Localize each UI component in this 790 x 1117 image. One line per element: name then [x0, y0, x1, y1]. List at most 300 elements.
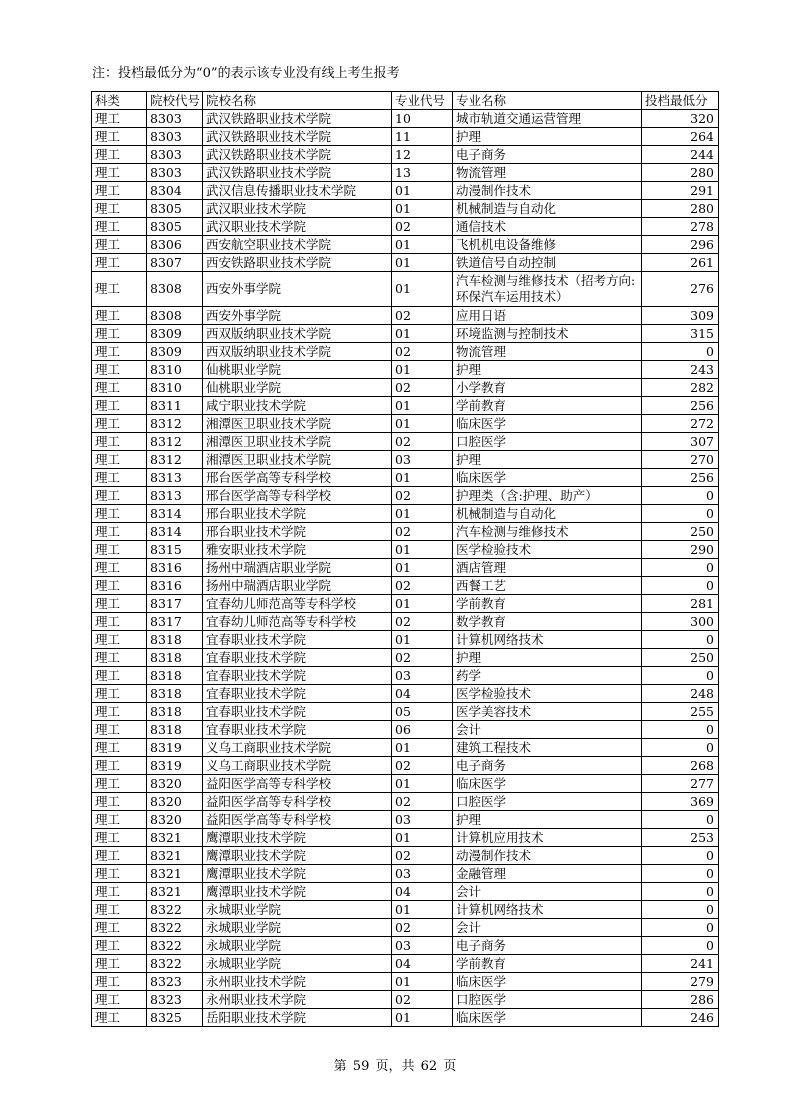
cell-major-code: 01 [392, 829, 453, 847]
cell-school-code: 8306 [147, 236, 203, 254]
cell-school-code: 8304 [147, 182, 203, 200]
cell-min-score: 282 [642, 379, 719, 397]
table-row [92, 254, 719, 272]
cell-min-score: 256 [642, 469, 719, 487]
cell-category: 理工 [92, 631, 147, 649]
cell-major-code: 01 [392, 254, 453, 272]
cell-min-score: 256 [642, 397, 719, 415]
cell-school-code: 8303 [147, 164, 203, 182]
cell-category: 理工 [92, 757, 147, 775]
cell-min-score: 241 [642, 955, 719, 973]
cell-school-code: 8321 [147, 847, 203, 865]
cell-category: 理工 [92, 937, 147, 955]
cell-major-code: 03 [392, 667, 453, 685]
cell-category: 理工 [92, 721, 147, 739]
cell-category: 理工 [92, 325, 147, 343]
table-row [92, 469, 719, 487]
table-row [92, 146, 719, 164]
cell-category: 理工 [92, 901, 147, 919]
cell-major-code: 01 [392, 182, 453, 200]
cell-school-name: 永城职业学院 [203, 901, 392, 919]
cell-school-name: 扬州中瑞酒店职业学院 [203, 559, 392, 577]
cell-major-name: 口腔医学 [453, 433, 642, 451]
cell-school-code: 8308 [147, 307, 203, 325]
cell-school-code: 8310 [147, 361, 203, 379]
cell-major-name: 物流管理 [453, 343, 642, 361]
cell-min-score: 0 [642, 577, 719, 595]
cell-category: 理工 [92, 164, 147, 182]
cell-school-name: 西双版纳职业技术学院 [203, 343, 392, 361]
cell-category: 理工 [92, 523, 147, 541]
cell-school-name: 宜春职业技术学院 [203, 631, 392, 649]
table-row [92, 631, 719, 649]
cell-category: 理工 [92, 307, 147, 325]
cell-category: 理工 [92, 361, 147, 379]
cell-min-score: 320 [642, 110, 719, 128]
cell-major-code: 04 [392, 685, 453, 703]
cell-major-code: 01 [392, 272, 453, 307]
header-school-name: 院校名称 [203, 92, 392, 110]
cell-school-name: 西安外事学院 [203, 272, 392, 307]
cell-category: 理工 [92, 469, 147, 487]
table-row [92, 811, 719, 829]
cell-school-code: 8313 [147, 487, 203, 505]
cell-school-name: 武汉职业技术学院 [203, 200, 392, 218]
cell-school-code: 8322 [147, 955, 203, 973]
cell-major-code: 02 [392, 991, 453, 1009]
table-row [92, 937, 719, 955]
cell-min-score: 264 [642, 128, 719, 146]
cell-school-code: 8322 [147, 937, 203, 955]
cell-school-code: 8317 [147, 613, 203, 631]
table-row [92, 883, 719, 901]
cell-min-score: 0 [642, 559, 719, 577]
cell-major-code: 01 [392, 595, 453, 613]
cell-category: 理工 [92, 829, 147, 847]
cell-school-name: 邢台职业技术学院 [203, 523, 392, 541]
cell-category: 理工 [92, 379, 147, 397]
cell-school-name: 雅安职业技术学院 [203, 541, 392, 559]
cell-min-score: 255 [642, 703, 719, 721]
table-row [92, 433, 719, 451]
cell-min-score: 0 [642, 343, 719, 361]
cell-category: 理工 [92, 110, 147, 128]
cell-min-score: 309 [642, 307, 719, 325]
table-header-row [92, 92, 719, 110]
cell-min-score: 278 [642, 218, 719, 236]
cell-min-score: 0 [642, 901, 719, 919]
cell-category: 理工 [92, 433, 147, 451]
cell-school-name: 宜春职业技术学院 [203, 685, 392, 703]
cell-major-code: 01 [392, 415, 453, 433]
cell-category: 理工 [92, 200, 147, 218]
table-row [92, 397, 719, 415]
header-school-code: 院校代号 [147, 92, 203, 110]
cell-category: 理工 [92, 973, 147, 991]
cell-min-score: 0 [642, 937, 719, 955]
cell-school-code: 8325 [147, 1009, 203, 1027]
cell-major-code: 01 [392, 469, 453, 487]
cell-school-name: 宜春幼儿师范高等专科学校 [203, 613, 392, 631]
cell-min-score: 296 [642, 236, 719, 254]
cell-major-code: 03 [392, 451, 453, 469]
cell-min-score: 280 [642, 200, 719, 218]
cell-category: 理工 [92, 703, 147, 721]
cell-min-score: 369 [642, 793, 719, 811]
cell-category: 理工 [92, 128, 147, 146]
cell-school-code: 8314 [147, 505, 203, 523]
cell-min-score: 276 [642, 272, 719, 307]
cell-school-code: 8318 [147, 703, 203, 721]
cell-school-code: 8319 [147, 757, 203, 775]
cell-category: 理工 [92, 811, 147, 829]
cell-min-score: 261 [642, 254, 719, 272]
cell-school-name: 宜春职业技术学院 [203, 667, 392, 685]
cell-major-code: 01 [392, 397, 453, 415]
cell-major-name: 环境监测与控制技术 [453, 325, 642, 343]
cell-major-name: 临床医学 [453, 973, 642, 991]
cell-major-name: 通信技术 [453, 218, 642, 236]
cell-school-code: 8311 [147, 397, 203, 415]
cell-min-score: 0 [642, 847, 719, 865]
cell-major-name: 医学检验技术 [453, 685, 642, 703]
cell-min-score: 286 [642, 991, 719, 1009]
cell-major-code: 01 [392, 236, 453, 254]
cell-school-code: 8312 [147, 433, 203, 451]
table-row [92, 307, 719, 325]
cell-category: 理工 [92, 254, 147, 272]
cell-major-code: 02 [392, 433, 453, 451]
cell-school-name: 武汉铁路职业技术学院 [203, 128, 392, 146]
table-row [92, 721, 719, 739]
cell-school-code: 8312 [147, 415, 203, 433]
cell-school-code: 8316 [147, 559, 203, 577]
cell-major-name: 城市轨道交通运营管理 [453, 110, 642, 128]
cell-category: 理工 [92, 613, 147, 631]
cell-major-code: 10 [392, 110, 453, 128]
cell-school-code: 8320 [147, 775, 203, 793]
cell-min-score: 0 [642, 865, 719, 883]
cell-major-name: 机械制造与自动化 [453, 200, 642, 218]
cell-min-score: 243 [642, 361, 719, 379]
cell-school-name: 邢台医学高等专科学校 [203, 469, 392, 487]
cell-school-name: 永城职业学院 [203, 937, 392, 955]
cell-min-score: 280 [642, 164, 719, 182]
cell-school-name: 仙桃职业学院 [203, 361, 392, 379]
cell-min-score: 315 [642, 325, 719, 343]
footer-middle: 页，共 [375, 1059, 415, 1074]
cell-major-name: 汽车检测与维修技术 [453, 523, 642, 541]
table-row [92, 379, 719, 397]
cell-major-code: 01 [392, 200, 453, 218]
cell-major-code: 02 [392, 919, 453, 937]
cell-min-score: 270 [642, 451, 719, 469]
cell-major-code: 01 [392, 973, 453, 991]
cell-major-name: 动漫制作技术 [453, 182, 642, 200]
cell-school-code: 8303 [147, 110, 203, 128]
cell-major-name: 临床医学 [453, 415, 642, 433]
cell-school-name: 宜春职业技术学院 [203, 649, 392, 667]
cell-school-code: 8314 [147, 523, 203, 541]
cell-major-name: 电子商务 [453, 757, 642, 775]
cell-category: 理工 [92, 955, 147, 973]
cell-min-score: 0 [642, 667, 719, 685]
cell-school-name: 仙桃职业学院 [203, 379, 392, 397]
cell-school-code: 8320 [147, 793, 203, 811]
cell-category: 理工 [92, 595, 147, 613]
table-row [92, 505, 719, 523]
cell-major-name: 汽车检测与维修技术（招考方向:环保汽车运用技术） [453, 272, 642, 307]
cell-category: 理工 [92, 343, 147, 361]
cell-school-name: 武汉信息传播职业技术学院 [203, 182, 392, 200]
table-row [92, 757, 719, 775]
cell-school-code: 8305 [147, 218, 203, 236]
table-row [92, 236, 719, 254]
cell-school-code: 8315 [147, 541, 203, 559]
cell-major-name: 会计 [453, 721, 642, 739]
cell-major-name: 动漫制作技术 [453, 847, 642, 865]
cell-major-name: 护理 [453, 649, 642, 667]
cell-school-name: 咸宁职业技术学院 [203, 397, 392, 415]
cell-category: 理工 [92, 685, 147, 703]
cell-category: 理工 [92, 649, 147, 667]
cell-major-name: 电子商务 [453, 937, 642, 955]
cell-min-score: 279 [642, 973, 719, 991]
cell-school-name: 鹰潭职业技术学院 [203, 865, 392, 883]
cell-school-code: 8321 [147, 829, 203, 847]
cell-major-name: 医学美容技术 [453, 703, 642, 721]
cell-category: 理工 [92, 505, 147, 523]
table-row [92, 577, 719, 595]
cell-major-code: 03 [392, 937, 453, 955]
cell-min-score: 250 [642, 523, 719, 541]
cell-min-score: 277 [642, 775, 719, 793]
cell-category: 理工 [92, 1009, 147, 1027]
cell-major-code: 02 [392, 613, 453, 631]
cell-major-code: 06 [392, 721, 453, 739]
cell-major-name: 数学教育 [453, 613, 642, 631]
cell-major-name: 建筑工程技术 [453, 739, 642, 757]
table-row [92, 919, 719, 937]
cell-category: 理工 [92, 883, 147, 901]
table-row [92, 973, 719, 991]
cell-major-name: 应用日语 [453, 307, 642, 325]
cell-school-name: 鹰潭职业技术学院 [203, 883, 392, 901]
cell-major-code: 01 [392, 631, 453, 649]
cell-major-name: 机械制造与自动化 [453, 505, 642, 523]
cell-major-code: 01 [392, 325, 453, 343]
cell-category: 理工 [92, 236, 147, 254]
cell-major-name: 药学 [453, 667, 642, 685]
cell-school-name: 义乌工商职业技术学院 [203, 739, 392, 757]
cell-major-code: 02 [392, 343, 453, 361]
cell-major-code: 01 [392, 1009, 453, 1027]
cell-major-code: 04 [392, 883, 453, 901]
cell-school-name: 永州职业技术学院 [203, 973, 392, 991]
cell-major-code: 02 [392, 487, 453, 505]
cell-school-name: 武汉铁路职业技术学院 [203, 110, 392, 128]
cell-major-name: 小学教育 [453, 379, 642, 397]
cell-major-name: 学前教育 [453, 955, 642, 973]
table-body [92, 110, 719, 1027]
table-row [92, 865, 719, 883]
cell-major-name: 临床医学 [453, 1009, 642, 1027]
header-major-code: 专业代号 [392, 92, 453, 110]
cell-major-code: 03 [392, 811, 453, 829]
cell-school-code: 8318 [147, 649, 203, 667]
cell-major-code: 02 [392, 847, 453, 865]
cell-major-code: 02 [392, 307, 453, 325]
table-row [92, 200, 719, 218]
cell-category: 理工 [92, 739, 147, 757]
cell-school-code: 8303 [147, 128, 203, 146]
table-row [92, 1009, 719, 1027]
cell-major-name: 学前教育 [453, 595, 642, 613]
cell-min-score: 0 [642, 487, 719, 505]
cell-major-name: 护理 [453, 361, 642, 379]
cell-school-code: 8317 [147, 595, 203, 613]
cell-major-code: 04 [392, 955, 453, 973]
cell-category: 理工 [92, 919, 147, 937]
cell-major-code: 05 [392, 703, 453, 721]
table-row [92, 523, 719, 541]
cell-school-code: 8308 [147, 272, 203, 307]
cell-major-code: 01 [392, 541, 453, 559]
cell-category: 理工 [92, 793, 147, 811]
cell-min-score: 0 [642, 919, 719, 937]
cell-major-name: 口腔医学 [453, 793, 642, 811]
table-row [92, 272, 719, 307]
table-row [92, 901, 719, 919]
cell-category: 理工 [92, 182, 147, 200]
table-row [92, 739, 719, 757]
cell-major-code: 01 [392, 559, 453, 577]
cell-min-score: 290 [642, 541, 719, 559]
cell-major-code: 03 [392, 865, 453, 883]
cell-major-code: 12 [392, 146, 453, 164]
cell-school-name: 西安外事学院 [203, 307, 392, 325]
cell-min-score: 272 [642, 415, 719, 433]
table-row [92, 793, 719, 811]
cell-category: 理工 [92, 218, 147, 236]
table-row [92, 667, 719, 685]
cell-major-name: 护理 [453, 451, 642, 469]
cell-min-score: 0 [642, 631, 719, 649]
cell-major-name: 护理 [453, 128, 642, 146]
table-row [92, 164, 719, 182]
cell-school-name: 西安铁路职业技术学院 [203, 254, 392, 272]
cell-school-name: 邢台职业技术学院 [203, 505, 392, 523]
table-row [92, 343, 719, 361]
cell-min-score: 253 [642, 829, 719, 847]
table-note: 注：投档最低分为“0”的表示该专业没有线上考生报考 [92, 66, 400, 81]
table-row [92, 775, 719, 793]
cell-min-score: 0 [642, 811, 719, 829]
table-row [92, 829, 719, 847]
cell-school-code: 8316 [147, 577, 203, 595]
cell-major-code: 02 [392, 757, 453, 775]
cell-major-name: 会计 [453, 919, 642, 937]
cell-school-name: 义乌工商职业技术学院 [203, 757, 392, 775]
cell-school-code: 8318 [147, 667, 203, 685]
cell-major-code: 02 [392, 379, 453, 397]
table-row [92, 559, 719, 577]
table-row [92, 541, 719, 559]
cell-school-name: 西安航空职业技术学院 [203, 236, 392, 254]
cell-school-code: 8309 [147, 325, 203, 343]
cell-school-name: 湘潭医卫职业技术学院 [203, 433, 392, 451]
page-footer [0, 1055, 790, 1074]
header-category: 科类 [92, 92, 147, 110]
cell-school-code: 8305 [147, 200, 203, 218]
cell-category: 理工 [92, 451, 147, 469]
table-row [92, 991, 719, 1009]
cell-category: 理工 [92, 272, 147, 307]
cell-school-name: 鹰潭职业技术学院 [203, 829, 392, 847]
cell-school-code: 8307 [147, 254, 203, 272]
cell-major-code: 02 [392, 793, 453, 811]
cell-min-score: 250 [642, 649, 719, 667]
table-row [92, 613, 719, 631]
cell-min-score: 0 [642, 505, 719, 523]
cell-school-name: 武汉铁路职业技术学院 [203, 164, 392, 182]
cell-major-code: 02 [392, 649, 453, 667]
cell-major-name: 护理 [453, 811, 642, 829]
cell-major-code: 13 [392, 164, 453, 182]
cell-major-name: 计算机网络技术 [453, 631, 642, 649]
cell-min-score: 0 [642, 721, 719, 739]
table-row [92, 703, 719, 721]
cell-major-name: 计算机网络技术 [453, 901, 642, 919]
table-row [92, 595, 719, 613]
cell-school-name: 益阳医学高等专科学校 [203, 775, 392, 793]
cell-category: 理工 [92, 775, 147, 793]
cell-min-score: 307 [642, 433, 719, 451]
cell-major-code: 02 [392, 577, 453, 595]
cell-category: 理工 [92, 415, 147, 433]
cell-school-name: 岳阳职业技术学院 [203, 1009, 392, 1027]
header-major-name: 专业名称 [453, 92, 642, 110]
cell-school-name: 鹰潭职业技术学院 [203, 847, 392, 865]
table-row [92, 128, 719, 146]
cell-school-name: 邢台医学高等专科学校 [203, 487, 392, 505]
admission-score-table [91, 91, 719, 1027]
cell-school-name: 永州职业技术学院 [203, 991, 392, 1009]
cell-category: 理工 [92, 146, 147, 164]
cell-major-code: 01 [392, 775, 453, 793]
cell-major-name: 飞机机电设备维修 [453, 236, 642, 254]
cell-category: 理工 [92, 559, 147, 577]
cell-school-code: 8320 [147, 811, 203, 829]
cell-major-name: 口腔医学 [453, 991, 642, 1009]
cell-major-name: 医学检验技术 [453, 541, 642, 559]
cell-category: 理工 [92, 847, 147, 865]
cell-major-code: 02 [392, 218, 453, 236]
cell-major-name: 铁道信号自动控制 [453, 254, 642, 272]
footer-suffix: 页 [443, 1059, 457, 1074]
cell-major-code: 01 [392, 361, 453, 379]
table-row [92, 182, 719, 200]
cell-category: 理工 [92, 991, 147, 1009]
cell-major-name: 临床医学 [453, 775, 642, 793]
table-row [92, 325, 719, 343]
cell-school-name: 宜春职业技术学院 [203, 721, 392, 739]
cell-school-code: 8322 [147, 901, 203, 919]
cell-school-name: 西双版纳职业技术学院 [203, 325, 392, 343]
cell-min-score: 244 [642, 146, 719, 164]
cell-school-code: 8322 [147, 919, 203, 937]
cell-school-code: 8323 [147, 973, 203, 991]
